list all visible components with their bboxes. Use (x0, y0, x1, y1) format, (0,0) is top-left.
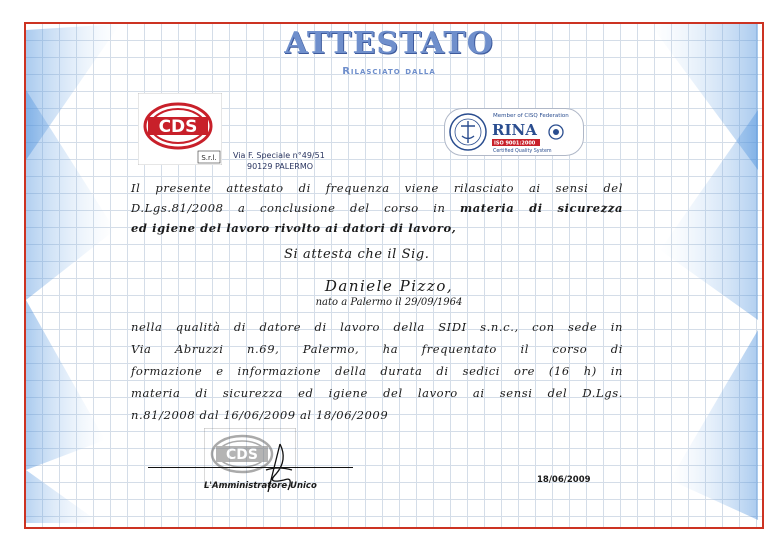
details-line-3: formazione e informazione della durata di sedici ore (16 h) in (131, 364, 623, 378)
svg-text:Certified Quality System: Certified Quality System (493, 149, 552, 154)
signatory-label: L'Amministratore Unico (204, 481, 317, 491)
issue-date: 18/06/2009 (537, 475, 591, 485)
attest-line: Si attesta che il Sig. (284, 247, 430, 262)
svg-text:CDS: CDS (226, 447, 258, 463)
recipient-birth: nato a Palermo il 29/09/1964 (315, 297, 463, 308)
svg-text:ISO 9001:2000: ISO 9001:2000 (494, 140, 536, 147)
intro-line-3: ed igiene del lavoro rivolto ai datori di lavoro, (131, 221, 457, 235)
address-line-1: Via F. Speciale n°49/51 (233, 151, 325, 160)
address-line-2: 90129 PALERMO (247, 162, 314, 171)
details-line-2: Via Abruzzi n.69, Palermo, ha frequentato il corso di (131, 342, 623, 356)
certificate-title: ATTESTATO (284, 26, 494, 61)
details-line-4: materia di sicurezza ed igiene del lavoro ai sensi del D.Lgs. (131, 386, 623, 400)
svg-text:Member of CISQ Federation: Member of CISQ Federation (493, 113, 569, 119)
details-line-5: n.81/2008 dal 16/06/2009 al 18/06/2009 (131, 408, 389, 422)
signature-line (148, 467, 353, 468)
svg-text:CDS: CDS (158, 117, 198, 137)
intro-line-2 (131, 201, 623, 215)
cds-logo (138, 93, 222, 165)
intro-line-2b: materia di sicurezza (459, 201, 624, 215)
svg-text:RINA: RINA (492, 121, 537, 139)
certificate-frame (24, 22, 764, 529)
intro-line-1: Il presente attestato di frequenza viene rilasciato ai sensi del (131, 181, 623, 195)
recipient-name: Daniele Pizzo, (324, 277, 454, 295)
certificate-subtitle: Rilasciato dalla (342, 66, 436, 77)
signature (258, 440, 298, 500)
details-line-1: nella qualità di datore di lavoro della SIDI s.n.c., con sede in (131, 320, 623, 334)
issuer-address (233, 150, 325, 172)
rina-certification-logo (444, 108, 584, 156)
svg-text:S.r.l.: S.r.l. (201, 154, 217, 162)
intro-line-2a: D.Lgs.81/2008 a conclusione del corso in (131, 201, 460, 215)
